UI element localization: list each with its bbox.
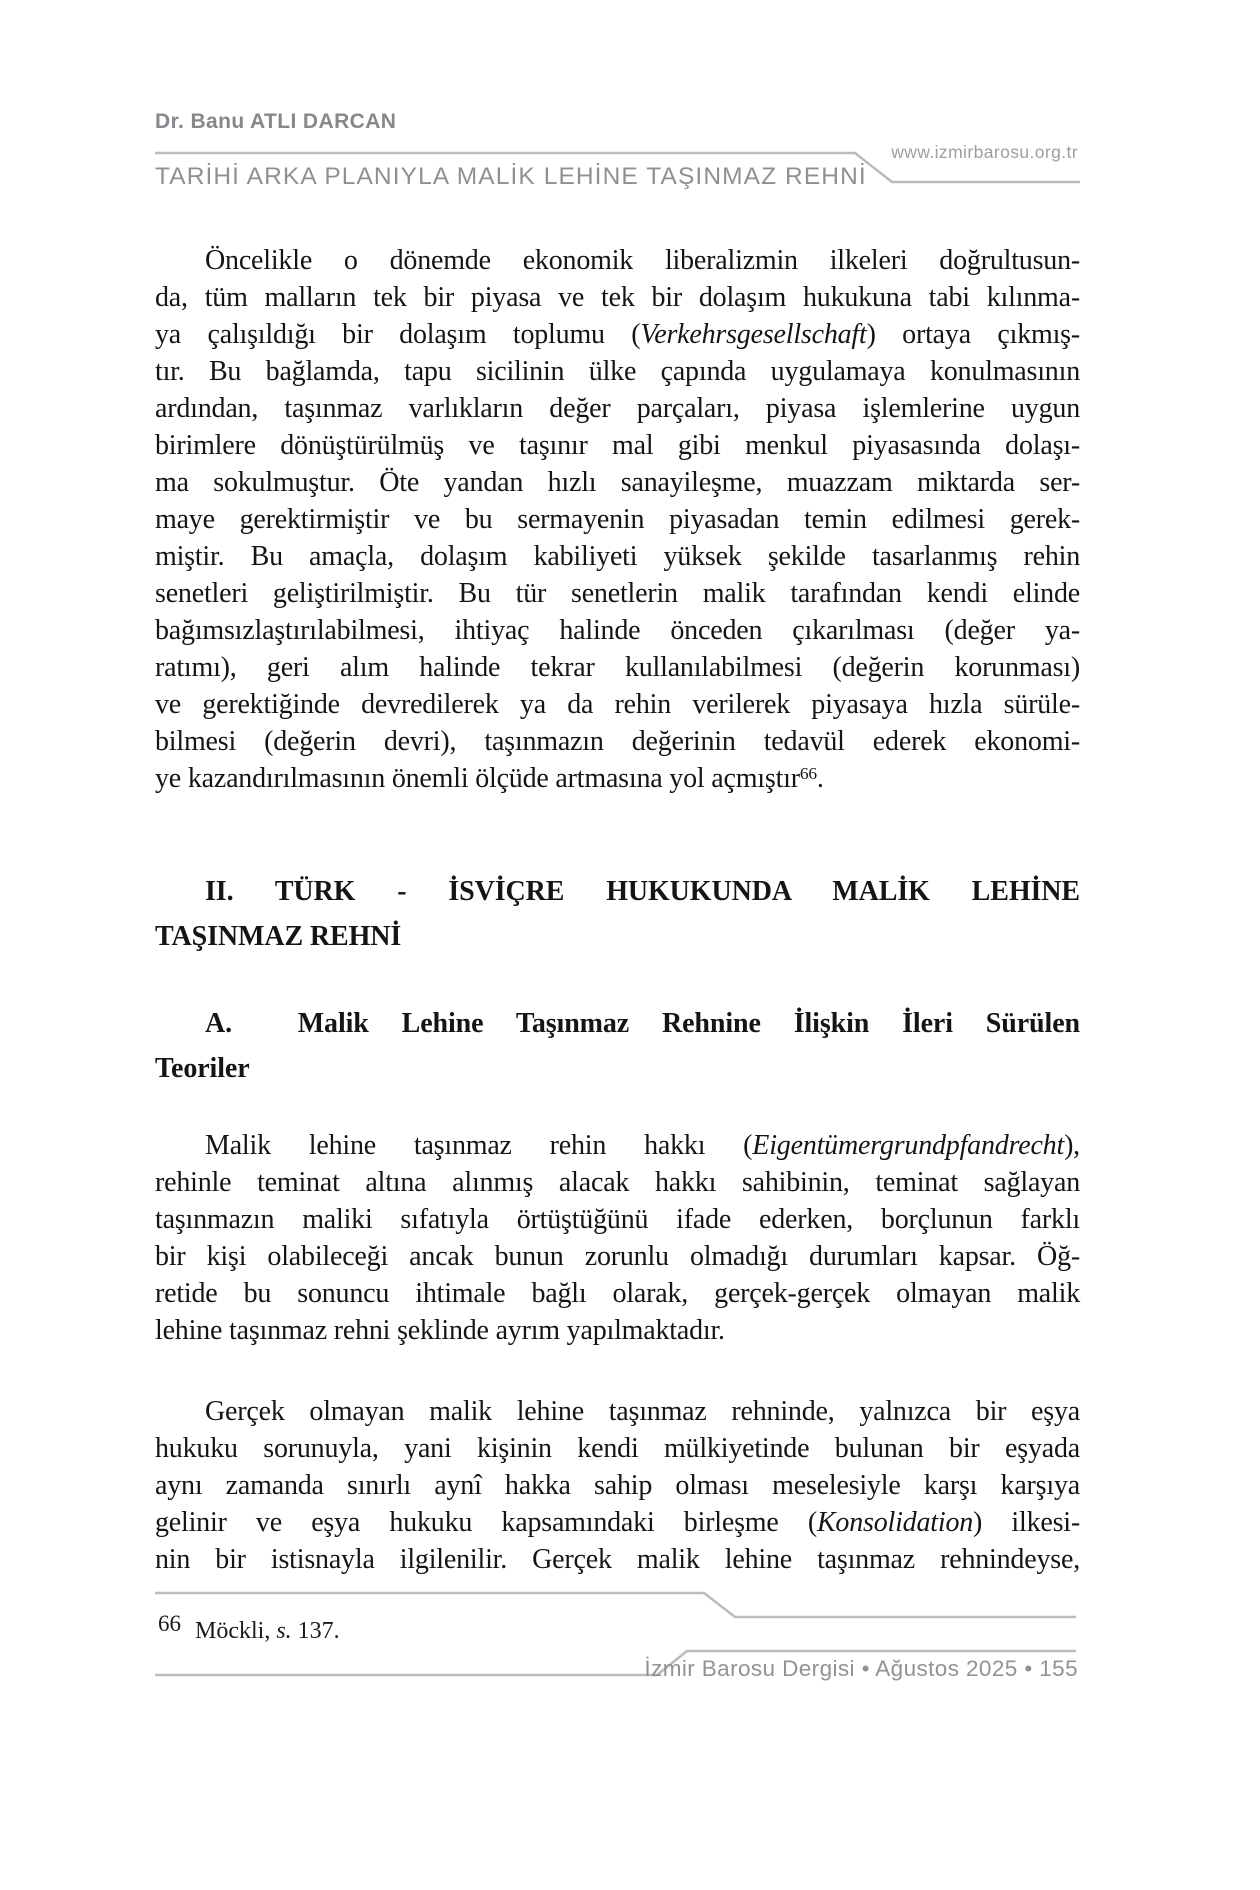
text-segment: miştir. Bu amaçla, dolaşım kabiliyeti yüksek şekilde tasarlanmış rehin (155, 541, 1080, 572)
text-line (155, 1046, 1080, 1091)
website-url: www.izmirbarosu.org.tr (891, 142, 1078, 162)
text-segment: Teoriler (155, 1053, 250, 1084)
text-segment: retide bu sonuncu ihtimale bağlı olarak, gerçek-gerçek olmayan malik (155, 1278, 1080, 1309)
text-line (155, 1164, 1080, 1201)
text-segment: nin bir istisnayla ilgilenilir. Gerçek malik lehine taşınmaz rehnindeyse, (155, 1544, 1080, 1575)
text-segment: ye kazandırılmasının önemli ölçüde artmasına yol açmıştır (155, 763, 800, 794)
text-line (155, 1541, 1080, 1578)
text-segment: A. Malik Lehine Taşınmaz Rehnine İlişkin İleri Sürülen (205, 1008, 1080, 1039)
text-segment: lehine taşınmaz rehni şeklinde ayrım yapılmaktadır. (155, 1315, 725, 1346)
text-line (155, 869, 1080, 914)
footnote-reference: 66 (799, 764, 817, 784)
text-line (155, 575, 1080, 612)
text-line (155, 649, 1080, 686)
text-segment: ya çalışıldığı bir dolaşım toplumu ( (155, 319, 641, 350)
text-segment: Malik lehine taşınmaz rehin hakkı ( (205, 1130, 753, 1161)
text-segment: Öncelikle o dönemde ekonomik liberalizmin ilkeleri doğrultusun- (205, 245, 1080, 276)
text-line (155, 390, 1080, 427)
text-line (155, 316, 1080, 353)
text-segment: aynı zamanda sınırlı aynî hakka sahip olması meselesiyle karşı karşıya (155, 1470, 1080, 1501)
text-segment: hukuku sorunuyla, yani kişinin kendi mülkiyetinde bulunan bir eşyada (155, 1433, 1080, 1464)
footnote-separator (155, 1590, 1080, 1620)
text-segment: ardından, taşınmaz varlıkların değer parçaları, piyasa işlemlerine uygun (155, 393, 1080, 424)
section-heading (155, 869, 1080, 959)
text-segment: . (816, 763, 824, 794)
author-name: Dr. Banu ATLI DARCAN (155, 110, 397, 133)
text-segment: ve gerektiğinde devredilerek ya da rehin verilerek piyasaya hızla sürüle- (155, 689, 1080, 720)
text-segment: da, tüm malların tek bir piyasa ve tek bir dolaşım hukukuna tabi kılınma- (155, 282, 1080, 313)
text-segment: II. TÜRK - İSVİÇRE HUKUKUNDA MALİK LEHİNE (205, 876, 1080, 907)
text-segment: bilmesi (değerin devri), taşınmazın değerinin tedavül ederek ekonomi- (155, 726, 1080, 757)
text-line (155, 353, 1080, 390)
body-text (155, 202, 1080, 1578)
text-line (155, 279, 1080, 316)
text-segment: rehinle teminat altına alınmış alacak hakkı sahibinin, teminat sağlayan (155, 1167, 1080, 1198)
text-segment: ma sokulmuştur. Öte yandan hızlı sanayileşme, muazzam miktarda ser- (155, 467, 1080, 498)
text-segment: ), (1064, 1130, 1080, 1161)
section-heading (155, 1001, 1080, 1091)
italic-term: Eigentümergrundpfandrecht (752, 1130, 1065, 1161)
text-line (155, 464, 1080, 501)
text-line (155, 612, 1080, 649)
text-line (155, 914, 1080, 959)
footnote-author: Möckli, (195, 1618, 277, 1644)
text-line (155, 723, 1080, 760)
footnote-number: 66 (158, 1611, 181, 1636)
text-line (155, 1312, 1080, 1349)
text-line (155, 1127, 1080, 1164)
paragraph (155, 1127, 1080, 1349)
text-segment: senetleri geliştirilmiştir. Bu tür senetlerin malik tarafından kendi elinde (155, 578, 1080, 609)
text-segment: birimlere dönüştürülmüş ve taşınır mal gibi menkul piyasasında dolaşı- (155, 430, 1080, 461)
text-segment: ) ortaya çıkmış- (866, 319, 1080, 350)
text-line (155, 427, 1080, 464)
page-header (155, 0, 1080, 194)
text-segment: bağımsızlaştırılabilmesi, ihtiyaç halinde önceden çıkarılması (değer ya- (155, 615, 1080, 646)
text-line (155, 1001, 1080, 1046)
text-line (155, 686, 1080, 723)
text-line (155, 1238, 1080, 1275)
footnote-page: 137. (291, 1618, 340, 1644)
italic-term: Konsolidation (816, 1507, 974, 1538)
text-line (155, 1201, 1080, 1238)
text-line (155, 501, 1080, 538)
italic-term: Verkehrsgesellschaft (640, 319, 867, 350)
text-segment: gelinir ve eşya hukuku kapsamındaki birleşme ( (155, 1507, 817, 1538)
text-segment: ) ilkesi- (973, 1507, 1080, 1538)
text-line (155, 1504, 1080, 1541)
article-title: TARİHİ ARKA PLANIYLA MALİK LEHİNE TAŞINMAZ REHNİ (155, 163, 867, 190)
text-line (155, 760, 1080, 797)
text-line (155, 1467, 1080, 1504)
text-segment: taşınmazın maliki sıfatıyla örtüştüğünü ifade ederken, borçlunun farklı (155, 1204, 1080, 1235)
text-segment: tır. Bu bağlamda, tapu sicilinin ülke çapında uygulamaya konulmasının (155, 356, 1080, 387)
text-line (155, 242, 1080, 279)
text-segment: ratımı), geri alım halinde tekrar kullanılabilmesi (değerin korunması) (155, 652, 1080, 683)
text-line (155, 1393, 1080, 1430)
text-segment: Gerçek olmayan malik lehine taşınmaz rehninde, yalnızca bir eşya (205, 1396, 1080, 1427)
footnote (158, 1611, 340, 1645)
text-line (155, 1275, 1080, 1312)
text-segment: TAŞINMAZ REHNİ (155, 921, 402, 952)
footnote-abbr: s. (276, 1618, 292, 1644)
journal-footer: İzmir Barosu Dergisi • Ağustos 2025 • 155 (644, 1656, 1078, 1681)
text-line (155, 1430, 1080, 1467)
paragraph (155, 242, 1080, 797)
text-segment: bir kişi olabileceği ancak bunun zorunlu olmadığı durumları kapsar. Öğ- (155, 1241, 1080, 1272)
text-segment: maye gerektirmiştir ve bu sermayenin piyasadan temin edilmesi gerek- (155, 504, 1080, 535)
text-line (155, 538, 1080, 575)
paragraph (155, 1393, 1080, 1578)
